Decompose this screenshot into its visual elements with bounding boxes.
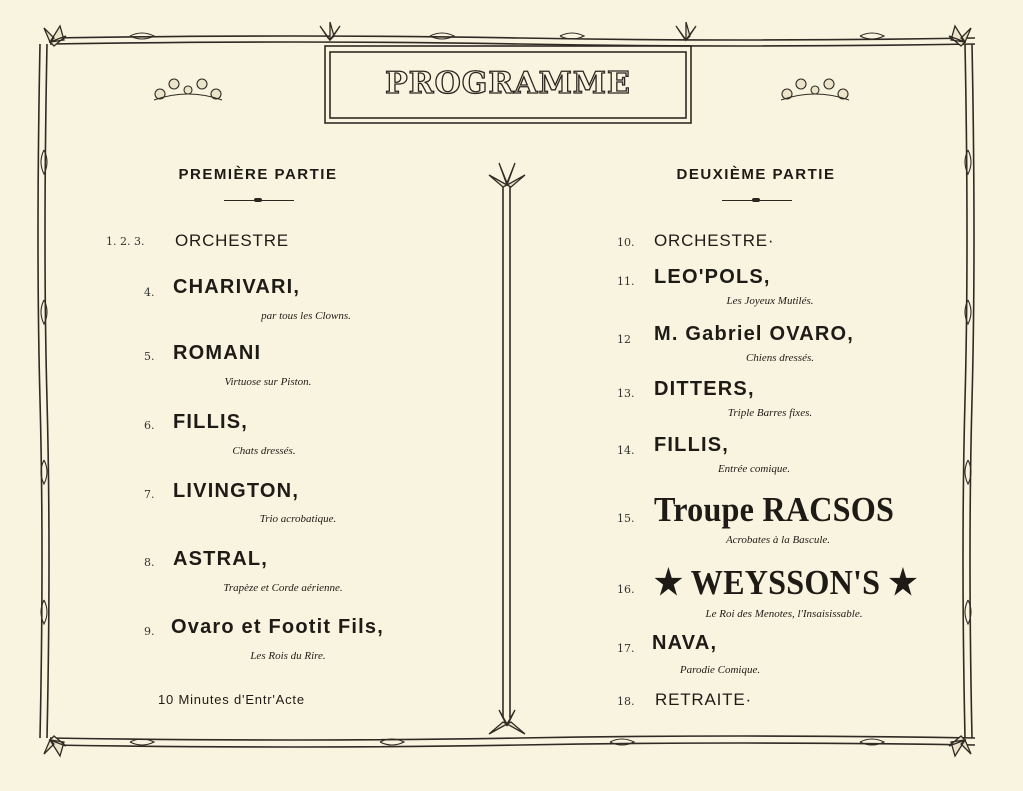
item-number: 17.	[617, 642, 635, 655]
item-name: FILLIS,	[654, 434, 730, 456]
item-description: Le Roi des Menotes, l'Insaisissable.	[705, 608, 863, 620]
item-number: 7.	[144, 488, 155, 501]
item-description: Acrobates à la Bascule.	[725, 534, 831, 546]
part2-heading: DEUXIÈME PARTIE	[676, 166, 836, 183]
item-number: 14.	[617, 444, 635, 457]
part1-heading: PREMIÈRE PARTIE	[178, 166, 338, 183]
item-name: CHARIVARI,	[173, 276, 301, 298]
item-number: 13.	[617, 387, 635, 400]
item-description: Les Rois du Rire.	[250, 650, 326, 662]
item-number: 16.	[617, 583, 635, 596]
part1-divider	[224, 200, 294, 201]
item-name: NAVA,	[652, 632, 718, 654]
item-name: ★ WEYSSON'S ★	[654, 563, 918, 602]
item-description: par tous les Clowns.	[261, 310, 351, 322]
part2-divider	[722, 200, 792, 201]
item-description: Triple Barres fixes.	[727, 407, 813, 419]
item-name: LEO'POLS,	[654, 266, 771, 288]
item-number: 12	[617, 333, 631, 346]
item-number: 1. 2. 3.	[106, 235, 145, 248]
item-name: ROMANI	[173, 342, 262, 364]
item-description: Chiens dressés.	[745, 352, 815, 364]
item-description: Parodie Comique.	[679, 664, 761, 676]
item-number: 9.	[144, 625, 155, 638]
item-name: Ovaro et Footit Fils,	[171, 616, 384, 638]
item-number: 6.	[144, 419, 155, 432]
item-number: 4.	[144, 286, 155, 299]
item-description: Les Joyeux Mutilés.	[726, 295, 814, 307]
item-description: Chats dressés.	[232, 445, 296, 457]
item-name: ORCHESTRE	[175, 231, 289, 250]
item-name: ASTRAL,	[173, 548, 269, 570]
entracte-note: 10 Minutes d'Entr'Acte	[158, 692, 305, 707]
item-name: M. Gabriel OVARO,	[654, 323, 855, 345]
item-number: 18.	[617, 695, 635, 708]
item-number: 8.	[144, 556, 155, 569]
item-number: 11.	[617, 275, 635, 288]
title-box	[328, 48, 688, 118]
item-description: Trio acrobatique.	[259, 513, 337, 525]
item-number: 15.	[617, 512, 635, 525]
item-description: Virtuose sur Piston.	[224, 376, 312, 388]
item-name: LIVINGTON,	[173, 480, 300, 502]
item-name: RETRAITE·	[655, 690, 752, 709]
item-number: 10.	[617, 236, 635, 249]
page-title: PROGRAMME	[385, 65, 631, 101]
item-name: ORCHESTRE·	[654, 231, 775, 250]
item-name: DITTERS,	[654, 378, 755, 400]
item-name: FILLIS,	[173, 411, 249, 433]
item-description: Trapèze et Corde aérienne.	[223, 582, 343, 594]
item-number: 5.	[144, 350, 155, 363]
item-description: Entrée comique.	[717, 463, 791, 475]
item-name: Troupe RACSOS	[654, 490, 895, 529]
